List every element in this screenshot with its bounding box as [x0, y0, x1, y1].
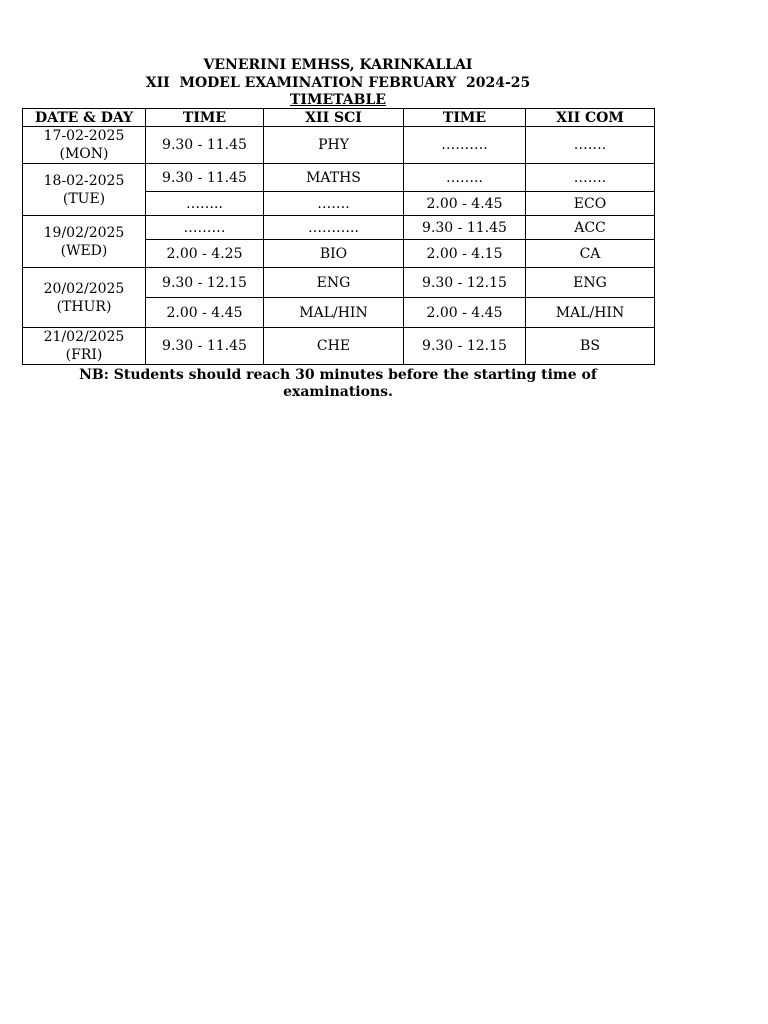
- sci-time-cell: 2.00 - 4.25: [146, 240, 264, 268]
- sci-subject-cell: …….: [264, 192, 404, 216]
- date-text: 19/02/2025: [43, 224, 125, 241]
- timetable-table: [22, 108, 655, 365]
- table-row: [23, 127, 655, 164]
- date-text: 17-02-2025: [43, 128, 125, 144]
- sci-time-cell: 9.30 - 11.45: [146, 164, 264, 192]
- day-text: (MON): [59, 146, 109, 162]
- school-name: VENERINI EMHSS, KARINKALLAI: [203, 57, 473, 73]
- date-day-cell: [23, 216, 146, 268]
- date-day-cell: [23, 268, 146, 328]
- table-header-row: [23, 109, 655, 127]
- com-time-cell: 2.00 - 4.45: [404, 298, 526, 328]
- sci-subject-cell: ENG: [264, 268, 404, 298]
- note-line-1: NB: Students should reach 30 minutes before the starting time of: [79, 367, 597, 383]
- sci-time-cell: ………: [146, 216, 264, 240]
- table-row: [23, 164, 655, 192]
- sci-time-cell: 9.30 - 11.45: [146, 328, 264, 365]
- timetable-heading: TIMETABLE: [290, 92, 386, 108]
- date-text: 20/02/2025: [43, 280, 125, 297]
- com-subject-cell: ECO: [526, 192, 655, 216]
- day-text: (WED): [60, 242, 108, 259]
- com-subject-cell: ACC: [526, 216, 655, 240]
- column-header-xii-sci: XII SCI: [264, 109, 404, 127]
- sci-subject-cell: MATHS: [264, 164, 404, 192]
- sci-time-cell: 9.30 - 12.15: [146, 268, 264, 298]
- day-text: (FRI): [65, 347, 103, 363]
- day-text: (TUE): [62, 190, 106, 207]
- com-subject-cell: …….: [526, 164, 655, 192]
- com-subject-cell: ENG: [526, 268, 655, 298]
- com-time-cell: ……..: [404, 164, 526, 192]
- sci-subject-cell: CHE: [264, 328, 404, 365]
- com-subject-cell: MAL/HIN: [526, 298, 655, 328]
- exam-note: [22, 367, 654, 401]
- date-text: 21/02/2025: [43, 329, 125, 345]
- sci-time-cell: 9.30 - 11.45: [146, 127, 264, 164]
- date-day-cell: [23, 164, 146, 216]
- com-time-cell: 2.00 - 4.45: [404, 192, 526, 216]
- table-row: [23, 268, 655, 298]
- table-row: [23, 216, 655, 240]
- exam-title: XII MODEL EXAMINATION FEBRUARY 2024-25: [145, 75, 531, 91]
- sci-time-cell: 2.00 - 4.45: [146, 298, 264, 328]
- date-day-cell: [23, 328, 146, 365]
- sci-subject-cell: BIO: [264, 240, 404, 268]
- date-text: 18-02-2025: [43, 172, 125, 189]
- com-time-cell: 9.30 - 11.45: [404, 216, 526, 240]
- day-text: (THUR): [56, 298, 112, 315]
- column-header-date-day: DATE & DAY: [23, 109, 146, 127]
- table-row: [23, 328, 655, 365]
- column-header-sci-time: TIME: [146, 109, 264, 127]
- com-subject-cell: …….: [526, 127, 655, 164]
- document-header: [22, 56, 654, 108]
- column-header-xii-com: XII COM: [526, 109, 655, 127]
- com-time-cell: 9.30 - 12.15: [404, 328, 526, 365]
- com-subject-cell: CA: [526, 240, 655, 268]
- column-header-com-time: TIME: [404, 109, 526, 127]
- sci-time-cell: ……..: [146, 192, 264, 216]
- com-time-cell: 2.00 - 4.15: [404, 240, 526, 268]
- com-time-cell: ……….: [404, 127, 526, 164]
- com-subject-cell: BS: [526, 328, 655, 365]
- com-time-cell: 9.30 - 12.15: [404, 268, 526, 298]
- sci-subject-cell: ………..: [264, 216, 404, 240]
- note-line-2: examinations.: [283, 384, 393, 400]
- sci-subject-cell: MAL/HIN: [264, 298, 404, 328]
- date-day-cell: [23, 127, 146, 164]
- sci-subject-cell: PHY: [264, 127, 404, 164]
